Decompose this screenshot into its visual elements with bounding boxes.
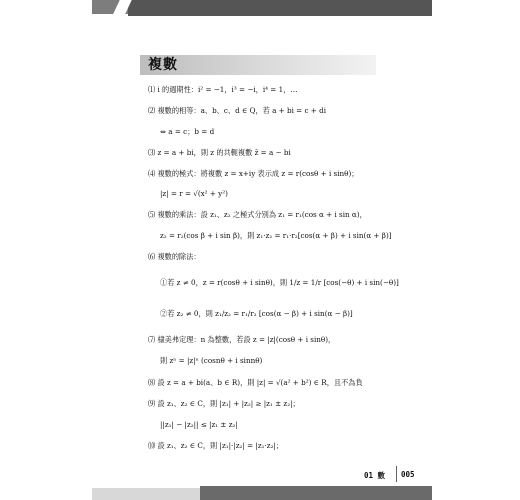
line-8-modulus-real: ⑻ 設 z = a + bi(a、b ∈ R)，則 |z| = √(a² + b²) ∈ R，且不為負 [148,378,363,387]
section-title: 複數 [148,57,178,73]
line-3-conjugate: ⑶ z = a + bi，則 z 的共軛複數 z̄ = a − bi [148,148,291,157]
line-4-polar-form: ⑷ 複數的極式：將複數 z = x+iy 表示成 z = r(cosθ + i sinθ)； [148,169,359,178]
line-5-multiplication: ⑸ 複數的乘法：設 z₁、z₂ 之極式分別為 z₁ = r₁(cos α + i sin α)， [148,210,367,219]
line-2-equality: ⑵ 複數的相等：a、b、c、d ∈ Q，若 a + bi = c + di [148,106,327,115]
bottom-decor-band [200,486,432,500]
line-6-division-2: ②若 z₂ ≠ 0，則 z₁/z₂ = r₁/r₂ [cos(α − β) + i sin(α − β)] [160,309,353,318]
line-6-division-1: ①若 z ≠ 0，z = r(cosθ + i sinθ)，則 1/z = 1/r [cos(−θ) + i sin(−θ)] [160,278,399,287]
line-7-de-moivre: ⑺ 棣美弗定理：n 為整數，若設 z = |z|(cosθ + i sinθ)， [148,335,336,344]
line-9-reverse-inequality: ||z₁| − |z₂|| ≤ |z₁ ± z₂| [160,420,238,429]
line-6-division: ⑹ 複數的除法： [148,252,201,261]
line-2-equality-result: ⇔ a = c；b = d [160,127,215,136]
line-4-modulus: |z| = r = √(x² + y²) [160,189,228,198]
line-1-periodicity: ⑴ i 的週期性：i² = −1，i³ = −i，i⁴ = 1，… [148,85,298,94]
footer-divider [396,466,397,482]
line-7-de-moivre-result: 則 zⁿ = |z|ⁿ (cosnθ + i sinnθ) [160,356,263,365]
footer-chapter: 01 數 [364,471,386,480]
line-5-multiplication-result: z₂ = r₂(cos β + i sin β)，則 z₁·z₂ = r₁·r₂[cos(α + β) + i sin(α + β)] [160,231,392,240]
line-9-triangle-inequality: ⑼ 設 z₁、z₂ ∈ C，則 |z₁| + |z₂| ≥ |z₁ ± z₂|； [148,399,300,408]
line-10-modulus-product: ⑽ 設 z₁、z₂ ∈ C，則 |z₁|·|z₂| = |z₁·z₂|； [148,441,284,450]
footer-page-number: 005 [401,470,415,479]
top-decor-band-dark [128,0,432,16]
